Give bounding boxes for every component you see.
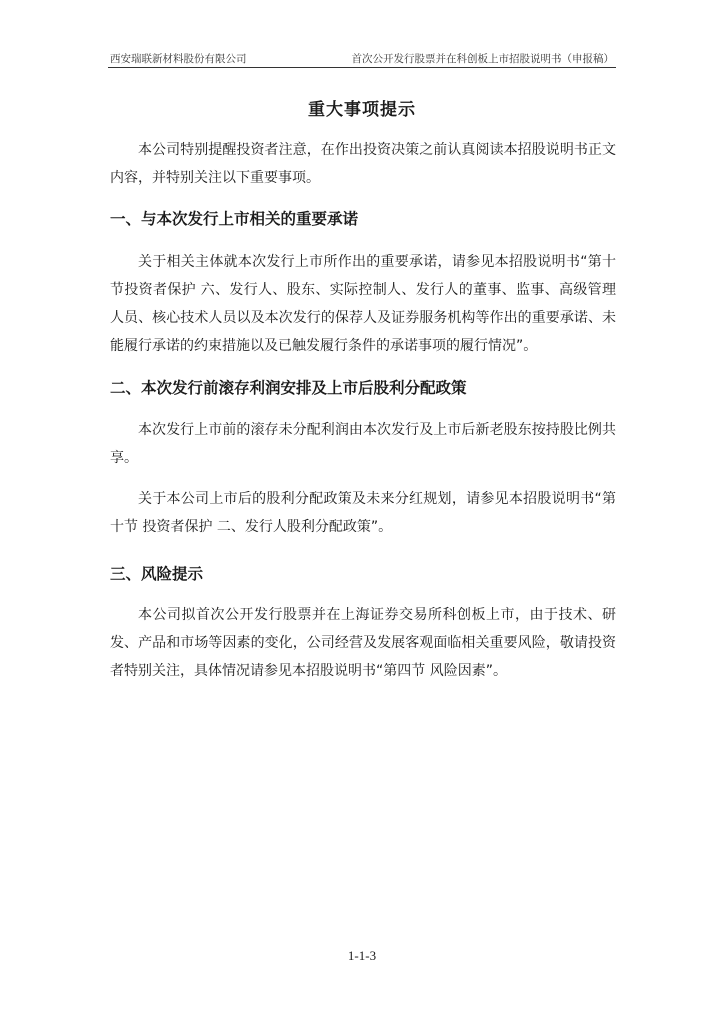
header-document-name: 首次公开发行股票并在科创板上市招股说明书（申报稿）: [351, 53, 614, 65]
running-header: [108, 51, 616, 68]
section-heading-dividend-policy: 二、本次发行前滚存利润安排及上市后股利分配政策: [110, 379, 467, 397]
section-dividend-paragraph-2: 关于本公司上市后的股利分配政策及未来分红规划，请参见本招股说明书“第十节 投资者保护 二、发行人股利分配政策”。: [110, 491, 616, 535]
section-risk-paragraph: 本公司拟首次公开发行股票并在上海证券交易所科创板上市，由于技术、研发、产品和市场等因素的变化，公司经营及发展客观面临相关重要风险，敬请投资者特别关注，具体情况请参见本招股说明书“第四节 风险因素”。: [110, 607, 616, 679]
section-commitments-paragraph: 关于相关主体就本次发行上市所作出的重要承诺，请参见本招股说明书“第十节投资者保护 六、发行人、股东、实际控制人、发行人的董事、监事、高级管理人员、核心技术人员以及本次发行的保荐人及证券服务机构等作出的重要承诺、未能履行承诺的约束措施以及已触发履行条件的承诺事项的履行情况”。: [110, 254, 616, 354]
page-number: 1-1-3: [347, 948, 377, 963]
header-company-name: 西安瑞联新材料股份有限公司: [110, 53, 247, 65]
section-heading-commitments: 一、与本次发行上市相关的重要承诺: [110, 210, 359, 228]
section-dividend-paragraph-1: 本次发行上市前的滚存未分配利润由本次发行及上市后新老股东按持股比例共享。: [110, 422, 616, 466]
section-heading-risk-notice: 三、风险提示: [110, 565, 204, 583]
intro-paragraph: 本公司特别提醒投资者注意，在作出投资决策之前认真阅读本招股说明书正文内容，并特别关注以下重要事项。: [110, 142, 616, 186]
page-title: 重大事项提示: [308, 100, 416, 120]
